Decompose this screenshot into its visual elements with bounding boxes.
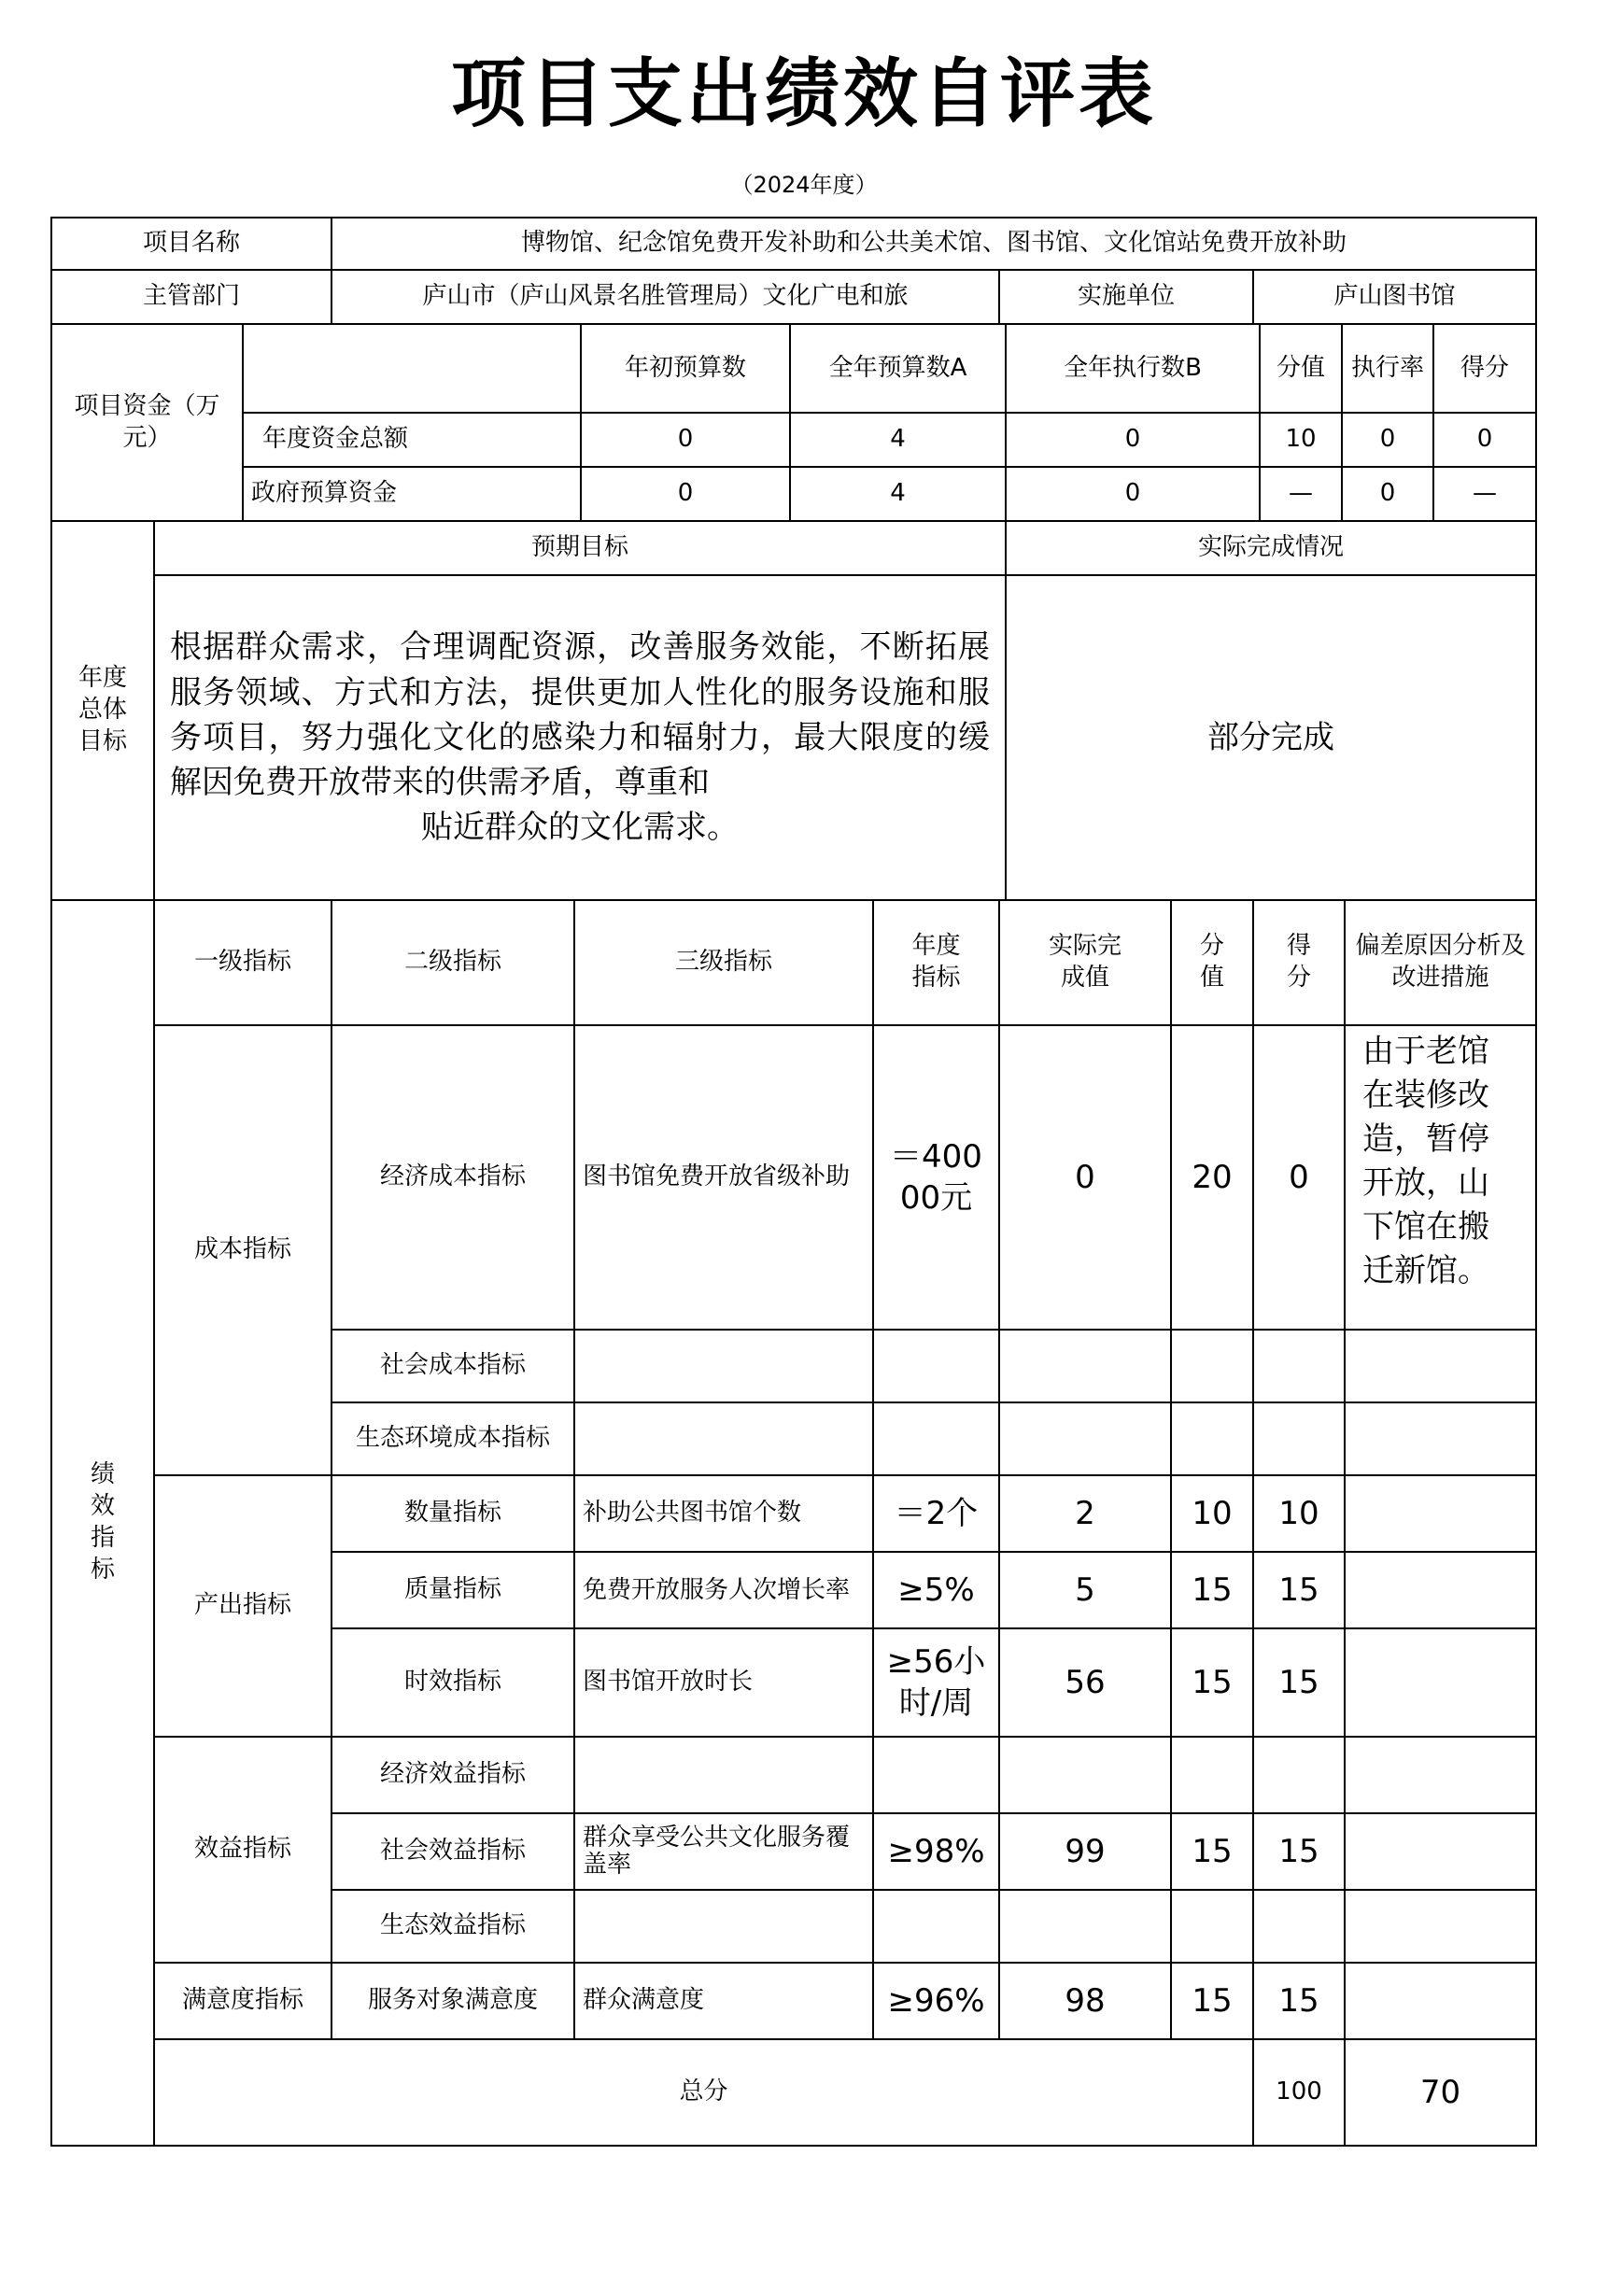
eco-cost-actual [999,1402,1171,1475]
funds-header-annual: 全年预算数A [790,324,1006,413]
social-benefit-score-value: 15 [1171,1813,1253,1890]
unit-label: 实施单位 [999,270,1253,324]
eco-cost-target [873,1402,999,1475]
header-target: 年度指标 [873,900,999,1025]
social-benefit-score: 15 [1253,1813,1345,1890]
satisfaction-target: ≥96% [873,1963,999,2039]
satisfaction-score-value: 15 [1171,1963,1253,2039]
funds-row-total-score: 0 [1433,413,1536,467]
eco-benefit-label: 生态效益指标 [331,1890,574,1963]
total-score: 70 [1345,2039,1536,2146]
economic-benefit-name [574,1737,873,1813]
funds-row-total-score-value: 10 [1260,413,1342,467]
eco-benefit-score-value [1171,1890,1253,1963]
eco-benefit-name [574,1890,873,1963]
eco-cost-label: 生态环境成本指标 [331,1402,574,1475]
funds-row-gov-score: — [1433,467,1536,521]
quantity-actual: 2 [999,1475,1171,1552]
social-cost-target [873,1330,999,1402]
funds-header-rate: 执行率 [1342,324,1433,413]
quality-target: ≥5% [873,1552,999,1628]
quantity-score: 10 [1253,1475,1345,1552]
funds-row-gov-annual: 4 [790,467,1006,521]
quantity-reason [1345,1475,1536,1552]
funds-row-total-annual: 4 [790,413,1006,467]
social-benefit-name: 群众享受公共文化服务覆盖率 [574,1813,873,1890]
quality-score: 15 [1253,1552,1345,1628]
dept-label: 主管部门 [51,270,331,324]
funds-header-score-value: 分值 [1260,324,1342,413]
eco-cost-name [574,1402,873,1475]
project-name: 博物馆、纪念馆免费开发补助和公共美术馆、图书馆、文化馆站免费开放补助 [331,218,1536,270]
timeliness-score: 15 [1253,1628,1345,1737]
economic-cost-actual: 0 [999,1025,1171,1330]
economic-benefit-target [873,1737,999,1813]
funds-row-gov-label: 政府预算资金 [243,467,581,521]
project-name-label: 项目名称 [51,218,331,270]
satisfaction-reason [1345,1963,1536,2039]
funds-label: 项目资金（万元） [51,324,243,521]
quality-actual: 5 [999,1552,1171,1628]
goals-table [50,520,1537,901]
funds-header-initial: 年初预算数 [581,324,790,413]
quantity-name: 补助公共图书馆个数 [574,1475,873,1552]
social-cost-score-value [1171,1330,1253,1402]
quality-name: 免费开放服务人次增长率 [574,1552,873,1628]
satisfaction-indicator-label: 满意度指标 [154,1963,331,2039]
funds-row-gov-score-value: — [1260,467,1342,521]
funds-row-gov-initial: 0 [581,467,790,521]
header-deviation: 偏差原因分析及改进措施 [1345,900,1536,1025]
timeliness-actual: 56 [999,1628,1171,1737]
self-evaluation-table [50,217,1537,325]
quantity-score-value: 10 [1171,1475,1253,1552]
header-score: 得分 [1253,900,1345,1025]
economic-cost-reason: 由于老馆在装修改造，暂停开放，山下馆在搬迁新馆。 [1345,1025,1536,1330]
timeliness-score-value: 15 [1171,1628,1253,1737]
timeliness-reason [1345,1628,1536,1737]
quality-reason [1345,1552,1536,1628]
social-benefit-target: ≥98% [873,1813,999,1890]
cost-indicator-label: 成本指标 [154,1025,331,1475]
header-score-value: 分值 [1171,900,1253,1025]
satisfaction-name: 群众满意度 [574,1963,873,2039]
timeliness-name: 图书馆开放时长 [574,1628,873,1737]
eco-benefit-target [873,1890,999,1963]
satisfaction-sub-label: 服务对象满意度 [331,1963,574,2039]
indicators-label: 绩效指标 [51,900,154,2146]
funds-header-executed: 全年执行数B [1006,324,1260,413]
social-cost-label: 社会成本指标 [331,1330,574,1402]
social-cost-actual [999,1330,1171,1402]
funds-row-total-rate: 0 [1342,413,1433,467]
eco-cost-score-value [1171,1402,1253,1475]
funds-row-total-initial: 0 [581,413,790,467]
quality-label: 质量指标 [331,1552,574,1628]
satisfaction-score: 15 [1253,1963,1345,2039]
actual-status-header: 实际完成情况 [1006,521,1536,575]
economic-cost-score-value: 20 [1171,1025,1253,1330]
funds-row-total-executed: 0 [1006,413,1260,467]
economic-benefit-label: 经济效益指标 [331,1737,574,1813]
social-benefit-actual: 99 [999,1813,1171,1890]
economic-benefit-actual [999,1737,1171,1813]
page-title: 项目支出绩效自评表 [451,49,1157,137]
eco-benefit-actual [999,1890,1171,1963]
funds-header-score: 得分 [1433,324,1536,413]
timeliness-label: 时效指标 [331,1628,574,1737]
unit-value: 庐山图书馆 [1253,270,1536,324]
economic-benefit-score-value [1171,1737,1253,1813]
header-level1: 一级指标 [154,900,331,1025]
economic-cost-name: 图书馆免费开放省级补助 [574,1025,873,1330]
dept-value: 庐山市（庐山风景名胜管理局）文化广电和旅 [331,270,999,324]
economic-benefit-score [1253,1737,1345,1813]
timeliness-target: ≥56小时/周 [873,1628,999,1737]
eco-benefit-reason [1345,1890,1536,1963]
social-benefit-reason [1345,1813,1536,1890]
report-year: （2024年度） [730,172,878,198]
quality-score-value: 15 [1171,1552,1253,1628]
economic-cost-label: 经济成本指标 [331,1025,574,1330]
total-score-value: 100 [1253,2039,1345,2146]
economic-cost-score: 0 [1253,1025,1345,1330]
eco-cost-reason [1345,1402,1536,1475]
economic-benefit-reason [1345,1737,1536,1813]
eco-benefit-score [1253,1890,1345,1963]
goals-label: 年度总体目标 [51,521,154,900]
expected-goal-header: 预期目标 [154,521,1006,575]
total-label: 总分 [154,2039,1253,2146]
funds-row-gov-rate: 0 [1342,467,1433,521]
social-cost-reason [1345,1330,1536,1402]
funds-row-gov-executed: 0 [1006,467,1260,521]
benefit-indicator-label: 效益指标 [154,1737,331,1963]
social-cost-name [574,1330,873,1402]
funds-header-blank [243,324,581,413]
quantity-target: ＝2个 [873,1475,999,1552]
expected-goal-text [154,575,1006,900]
expected-goal-body: 根据群众需求，合理调配资源，改善服务效能，不断拓展服务领域、方式和方法，提供更加人性化的服务设施和服务项目，努力强化文化的感染力和辐射力，最大限度的缓解因免费开放带来的供需矛盾，尊重和 [170,628,990,802]
quantity-label: 数量指标 [331,1475,574,1552]
economic-cost-target: ＝40000元 [873,1025,999,1330]
funds-row-total-label: 年度资金总额 [243,413,581,467]
header-actual: 实际完成值 [999,900,1171,1025]
actual-status-text: 部分完成 [1006,575,1536,900]
header-level2: 二级指标 [331,900,574,1025]
header-level3: 三级指标 [574,900,873,1025]
satisfaction-actual: 98 [999,1963,1171,2039]
indicators-table [50,899,1537,2147]
funds-table [50,323,1537,522]
eco-cost-score [1253,1402,1345,1475]
expected-goal-body-end: 贴近群众的文化需求。 [421,809,739,847]
social-cost-score [1253,1330,1345,1402]
social-benefit-label: 社会效益指标 [331,1813,574,1890]
output-indicator-label: 产出指标 [154,1475,331,1737]
